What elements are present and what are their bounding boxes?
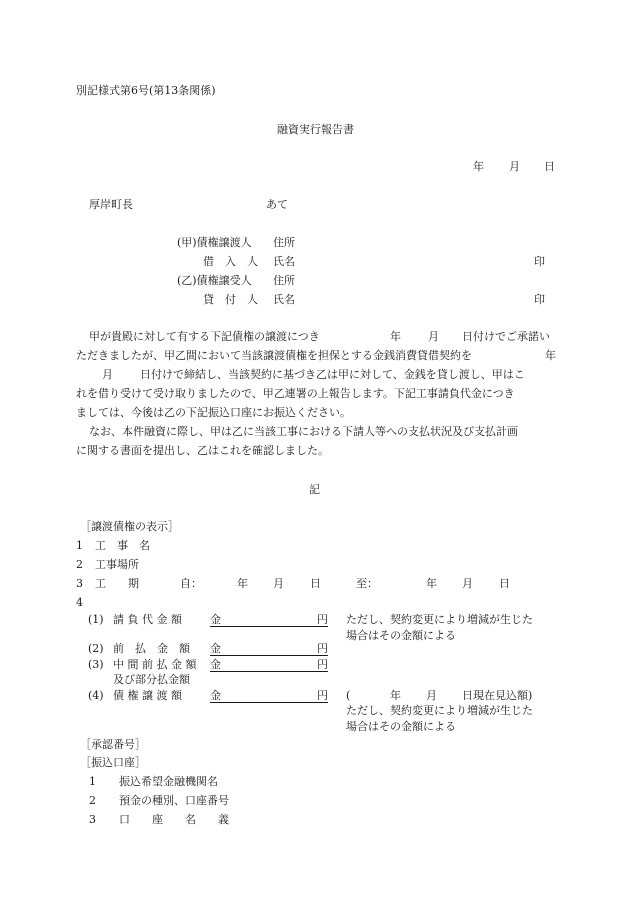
body-line-3: 日付けで締結し、当該契約に基づき乙は甲に対して、金銭を貸し渡し、甲はこ — [140, 368, 525, 381]
yen-unit: 円 — [317, 613, 328, 626]
period-from-day: 日 — [310, 577, 321, 590]
estimate-tail: 日現在見込額) — [462, 689, 533, 702]
item-number: 3 — [89, 813, 96, 826]
party-lender-transferor-role: (甲)債権譲渡人 — [177, 236, 252, 249]
yen-prefix: 金 — [210, 613, 221, 626]
contract-amount-field — [210, 614, 328, 627]
partial-payment-label: 及び部分払金額 — [113, 673, 190, 686]
body-line-1: 甲が貴殿に対して有する下記債権の譲渡につき — [89, 330, 320, 343]
construction-name-label: 工 事 名 — [95, 539, 150, 552]
estimate-year: 年 — [390, 689, 401, 702]
advance-payment-label: 前 払 金 額 — [113, 642, 190, 655]
claims-heading: ［譲渡債権の表示］ — [80, 520, 179, 533]
body-line-1-year: 年 — [390, 330, 401, 343]
party-name-label: 氏名 — [273, 293, 295, 306]
form-label: 別記様式第6号(第13条関係) — [76, 84, 216, 97]
document-title: 融資実行報告書 — [277, 123, 354, 136]
account-type-number-label: 預金の種別、口座番号 — [119, 794, 229, 807]
estimate-paren-open: ( — [346, 689, 351, 702]
amount-number: (1) — [88, 613, 104, 626]
claim-transfer-amount-field — [210, 690, 328, 703]
body-line-1-month: 月 — [428, 330, 439, 343]
body-line-5: ましては、今後は乙の下記振込口座にお振込ください。 — [76, 406, 351, 419]
estimate-month: 月 — [426, 689, 437, 702]
period-to-month: 月 — [462, 577, 473, 590]
item-number: 1 — [76, 539, 83, 552]
yen-prefix: 金 — [210, 658, 221, 671]
body-line-1-tail: 日付けでご承諾い — [462, 330, 550, 343]
period-to-year: 年 — [426, 577, 437, 590]
amount-note-line-1: ただし、契約変更により増減が生じた — [346, 613, 533, 626]
item-number: 2 — [76, 558, 83, 571]
approval-heading: ［承認番号］ — [80, 738, 146, 751]
item-number: 2 — [89, 794, 96, 807]
construction-period-label: 工 期 — [95, 577, 139, 590]
body-line-3-month: 月 — [102, 368, 113, 381]
interim-payment-field — [210, 659, 328, 672]
amount-note-line-2: 場合はその金額による — [346, 629, 456, 642]
amount-underline — [210, 643, 328, 656]
account-holder-label: 口 座 名 義 — [119, 813, 229, 826]
interim-payment-label: 中 間 前 払 金 額 — [113, 658, 197, 671]
construction-site-label: 工事場所 — [95, 558, 139, 571]
amount-number: (4) — [88, 689, 104, 702]
amount-underline — [210, 614, 328, 627]
period-from-month: 月 — [273, 577, 284, 590]
item-number: 4 — [76, 596, 83, 609]
item-number: 3 — [76, 577, 83, 590]
date-month: 月 — [509, 160, 520, 173]
item-number: 1 — [89, 775, 96, 788]
party-borrower-role: 借 入 人 — [203, 255, 258, 268]
period-from-year: 年 — [237, 577, 248, 590]
body-line-2-year: 年 — [545, 349, 556, 362]
claim-transfer-amount-label: 債 権 譲 渡 額 — [113, 689, 182, 702]
ki-heading: 記 — [309, 483, 320, 496]
party-transferee-role: (乙)債権譲受人 — [177, 274, 252, 287]
body-line-4: れを借り受けて受け取りましたので、甲乙連署の上報告します。下記工事請負代金につき — [76, 387, 515, 400]
addressee-suffix: あて — [266, 198, 288, 211]
amount-underline — [210, 659, 328, 672]
amount-number: (2) — [88, 642, 104, 655]
body-line-7: に関する書面を提出し、乙はこれを確認しました。 — [76, 444, 329, 457]
period-from-label: 自： — [180, 577, 202, 590]
seal-mark: 印 — [534, 255, 545, 268]
party-address-label: 住所 — [273, 274, 295, 287]
amount-note-line-1: ただし、契約変更により増減が生じた — [346, 704, 533, 717]
contract-amount-label: 請 負 代 金 額 — [113, 613, 182, 626]
body-line-6: なお、本件融資に際し、甲は乙に当該工事における下請人等への支払状況及び支払計画 — [89, 425, 518, 438]
yen-prefix: 金 — [210, 689, 221, 702]
party-name-label: 氏名 — [273, 255, 295, 268]
body-line-2: ただきましたが、甲乙間において当該譲渡債権を担保とする金銭消費貸借契約を — [76, 349, 472, 362]
party-address-label: 住所 — [273, 236, 295, 249]
yen-prefix: 金 — [210, 642, 221, 655]
bank-name-label: 振込希望金融機関名 — [119, 775, 218, 788]
yen-unit: 円 — [317, 642, 328, 655]
amount-underline — [210, 690, 328, 703]
period-to-label: 至： — [356, 577, 378, 590]
date-day: 日 — [544, 160, 555, 173]
yen-unit: 円 — [317, 689, 328, 702]
addressee-name: 厚岸町長 — [89, 198, 133, 211]
amount-note-line-2: 場合はその金額による — [346, 720, 456, 733]
seal-mark: 印 — [534, 293, 545, 306]
amount-number: (3) — [88, 658, 104, 671]
yen-unit: 円 — [317, 658, 328, 671]
advance-payment-field — [210, 643, 328, 656]
date-year: 年 — [473, 160, 484, 173]
account-heading: ［振込口座］ — [80, 756, 146, 769]
party-lender-role: 貸 付 人 — [203, 293, 258, 306]
period-to-day: 日 — [499, 577, 510, 590]
